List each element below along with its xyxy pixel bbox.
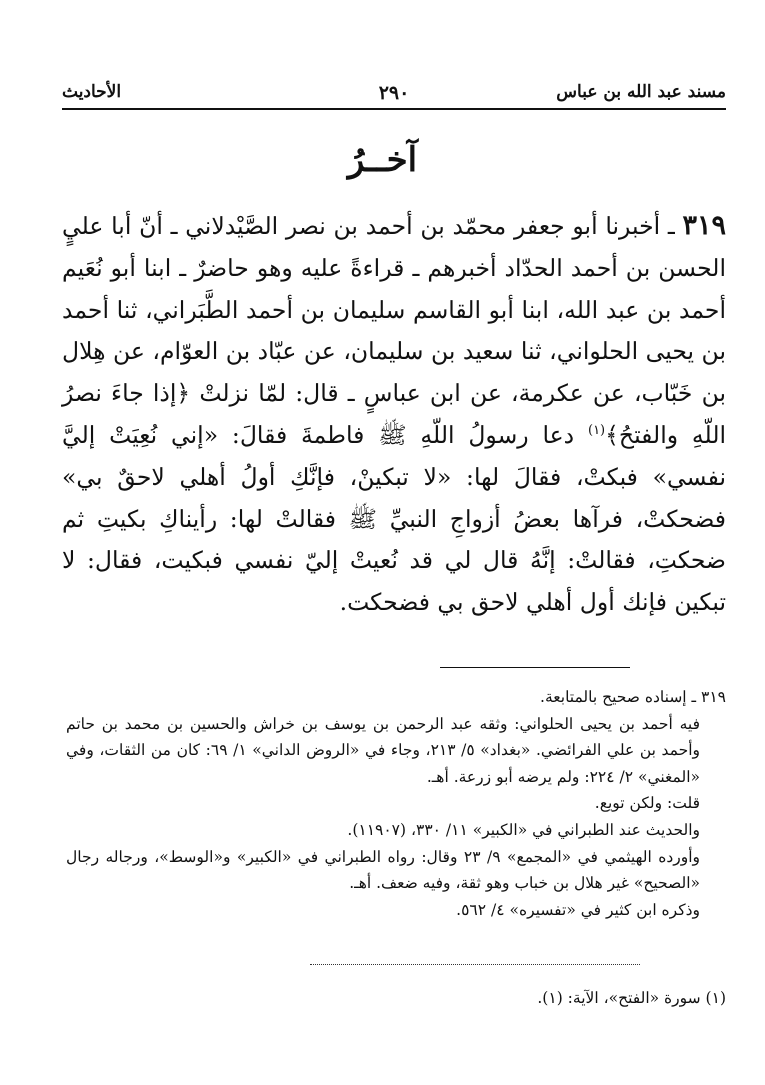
footnote-line: والحديث عند الطبراني في «الكبير» ١١/ ٣٣٠، (١١٩٠٧).	[347, 820, 700, 839]
footnote-marker: (١)	[587, 423, 606, 439]
hadith-text-part-2: دعا رسولُ اللّهِ ﷺ فاطمةَ فقالَ: «إني نُعِيَتْ إليَّ نفسي» فبكتْ، فقالَ لها: «لا تبكينْ، فإنَّكِ أولُ أهلي لاحقٌ بي» فضحكتْ، فرآها بعضُ أزواجِ النبيِّ ﷺ فقالتْ لها: رأيناكِ بكيتِ ثم ضحكتِ، فقالتْ: إنَّهُ قال لي قد نُعيتْ إليّ نفسي فبكيت، فقال: لا تبكين فإنك أول أهلي لاحق بي فضحكت.	[62, 420, 726, 617]
footnote-dotted-separator	[310, 964, 640, 965]
hadith-number: ٣١٩	[682, 210, 726, 241]
verse-reference-note: (١) سورة «الفتح»، الآية: (١).	[537, 989, 726, 1007]
hadith-text-part-1: ـ أخبرنا أبو جعفر محمّد بن أحمد بن نصر الصَّيْدلاني ـ أنّ أبا عليٍ الحسن بن أحمد الحدّاد أخبرهم ـ قراءةً عليه وهو حاضرٌ ـ ابنا أبو نُعَيم أحمد بن عبد الله، ابنا أبو القاسم سليمان بن أحمد الطَّبَراني، ثنا أحمد بن يحيى الحلواني، ثنا سعيد بن سليمان، عن عبّاد بن العوّام، عن هِلال بن خَبّاب، عن عكرمة، عن ابن عباسٍ ـ قال: لمّا نزلتْ ﴿إذا جاءَ نصرُ اللّهِ والفتحُ﴾	[62, 212, 727, 449]
footnote-line: فيه أحمد بن يحيى الحلواني: وثقه عبد الرحمن بن يوسف بن خراش والحسين بن محمد بن حاتم وأحمد بن علي الفرائضي. «بغداد» ٥/ ٢١٣، وجاء في «الروض الداني» ١/ ٦٩: كان من الثقات، وفي «المغني» ٢/ ٢٢٤: ولم يرضه أبو زرعة. أهـ.	[66, 714, 700, 786]
chapter-title: آخــرُ	[347, 140, 418, 180]
footnotes	[66, 684, 726, 923]
hadith-body	[62, 205, 726, 624]
running-header-section: الأحاديث	[62, 82, 122, 102]
page-number: ٢٩٠	[378, 82, 410, 104]
hadith-paragraph	[62, 205, 726, 624]
footnote-line: قلت: ولكن تويع.	[594, 794, 700, 813]
running-header-book-title: مسند عبد الله بن عباس	[556, 82, 726, 102]
footnote-separator	[440, 667, 630, 668]
running-header	[62, 82, 726, 110]
footnote-line: وأورده الهيثمي في «المجمع» ٩/ ٢٣ وقال: رواه الطبراني في «الكبير» و«الوسط»، ورجاله رجال «الصحيح» غير هلال بن خباب وهو ثقة، وفيه ضعف. أهـ.	[66, 847, 700, 893]
header-rule	[62, 108, 726, 110]
footnote-heading: ٣١٩ ـ إسناده صحيح بالمتابعة.	[540, 688, 726, 706]
footnote-line: وذكره ابن كثير في «تفسيره» ٤/ ٥٦٢.	[456, 900, 700, 919]
